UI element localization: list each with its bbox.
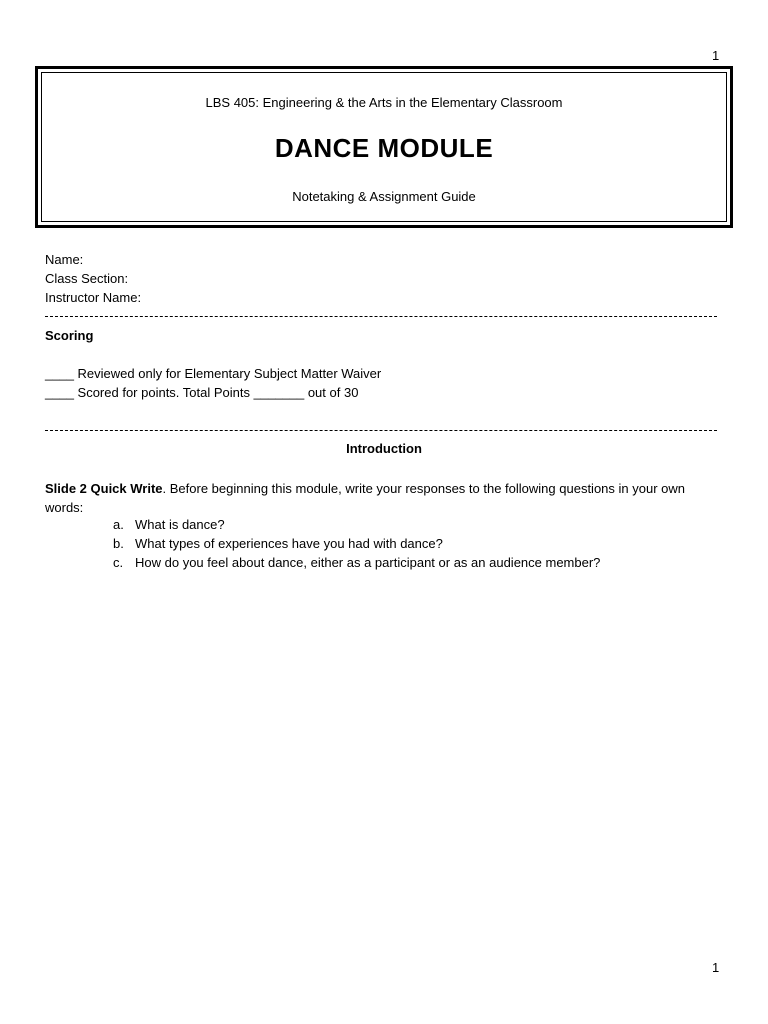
list-marker: a. <box>113 517 124 532</box>
list-marker: b. <box>113 536 124 551</box>
instructor-name-label: Instructor Name: <box>45 290 142 305</box>
prompt-text: . Before beginning this module, write your responses to the following questions in your own words: <box>45 481 685 515</box>
guide-subtitle: Notetaking & Assignment Guide <box>292 189 476 204</box>
list-item <box>113 536 443 551</box>
question-text: How do you feel about dance, either as a participant or as an audience member? <box>135 555 601 570</box>
section-divider <box>45 430 717 431</box>
scoring-option-points: ____ Scored for points. Total Points _______ out of 30 <box>45 385 359 400</box>
list-item <box>113 555 600 570</box>
course-title: LBS 405: Engineering & the Arts in the Elementary Classroom <box>205 95 563 110</box>
title-box <box>35 66 733 228</box>
section-divider <box>45 316 717 317</box>
scoring-heading: Scoring <box>45 328 94 343</box>
prompt-title: Slide 2 Quick Write <box>45 481 163 496</box>
scoring-option-waiver: ____ Reviewed only for Elementary Subject Matter Waiver <box>45 366 382 381</box>
class-section-label: Class Section: <box>45 271 129 286</box>
question-text: What is dance? <box>135 517 225 532</box>
quick-write-prompt <box>45 479 717 517</box>
module-title: DANCE MODULE <box>274 133 494 163</box>
list-item <box>113 517 225 532</box>
page-number-bottom: 1 <box>712 960 720 975</box>
question-text: What types of experiences have you had with dance? <box>135 536 443 551</box>
name-label: Name: <box>45 252 84 267</box>
introduction-heading: Introduction <box>346 441 422 456</box>
list-marker: c. <box>113 555 124 570</box>
page-number-top: 1 <box>712 48 720 63</box>
